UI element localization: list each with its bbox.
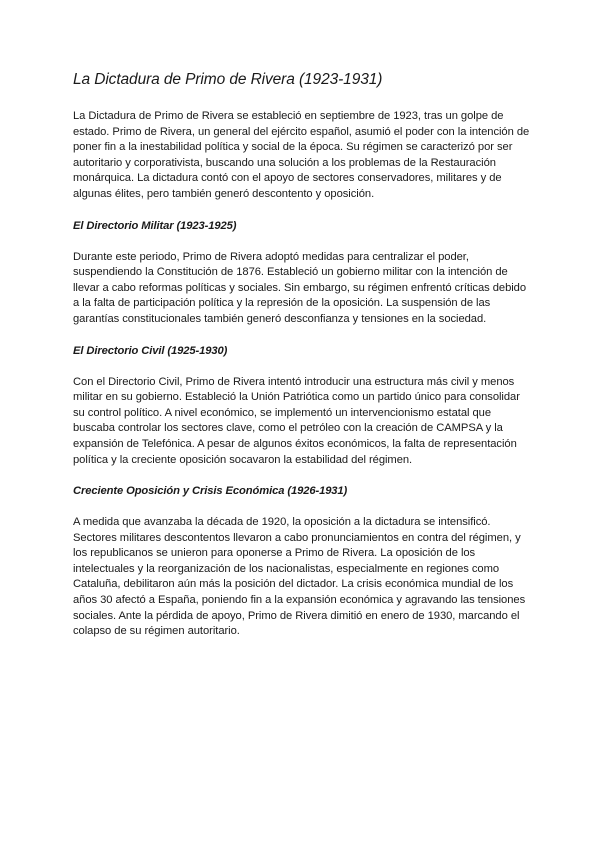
section-body-directorio-militar: Durante este periodo, Primo de Rivera adoptó medidas para centralizar el poder, suspendiendo la Constitución de 1876. Estableció un gobierno militar con la intención de llevar a cabo reformas políticas y sociales. Sin embargo, su régimen enfrentó críticas debido a la falta de participación política y la represión de la oposición. La suspensión de las garantías constitucionales también generó desconfianza y tensiones en la sociedad. xyxy=(73,250,527,325)
document-title: La Dictadura de Primo de Rivera (1923-1931) xyxy=(73,71,383,88)
intro-paragraph: La Dictadura de Primo de Rivera se estableció en septiembre de 1923, tras un golpe de estado. Primo de Rivera, un general del ejército español, asumió el poder con la intención de poner fin a la inestabilidad política y social de la época. Su régimen se caracterizó por ser autoritario y corporativista, buscando una solución a los problemas de la Restauración monárquica. La dictadura contó con el apoyo de sectores conservadores, militares y de algunas élites, pero también generó descontento y oposición. xyxy=(73,110,530,200)
document-page xyxy=(73,70,531,656)
section-body-directorio-civil: Con el Directorio Civil, Primo de Rivera intentó introducir una estructura más civil y menos militar en su gobierno. Estableció la Unión Patriótica como un partido único para consolidar su control político. A nivel económico, se implementó un intervencionismo estatal que buscaba controlar los sectores clave, como el petróleo con la creación de CAMPSA y la expansión de Telefónica. A pesar de algunos éxitos económicos, la falta de representación política y la creciente oposición socavaron la estabilidad del régimen. xyxy=(73,375,520,466)
section-body-oposicion-crisis: A medida que avanzaba la década de 1920, la oposición a la dictadura se intensificó. Sectores militares descontentos llevaron a cabo pronunciamientos en contra del régimen, y los republicanos se unieron para oponerse a Primo de Rivera. La oposición de los intelectuales y la reorganización de los nacionalistas, especialmente en regiones como Cataluña, debilitaron aún más la posición del dictador. La crisis económica mundial de los años 30 afectó a España, poniendo fin a la expansión económica y agravando las tensiones sociales. Ante la pérdida de apoyo, Primo de Rivera dimitió en enero de 1930, marcando el colapso de su régimen autoritario. xyxy=(73,516,526,638)
section-heading-directorio-militar: El Directorio Militar (1923-1925) xyxy=(73,219,237,232)
section-heading-oposicion-crisis: Creciente Oposición y Crisis Económica (1926-1931) xyxy=(73,485,348,498)
section-heading-directorio-civil: El Directorio Civil (1925-1930) xyxy=(73,344,228,357)
